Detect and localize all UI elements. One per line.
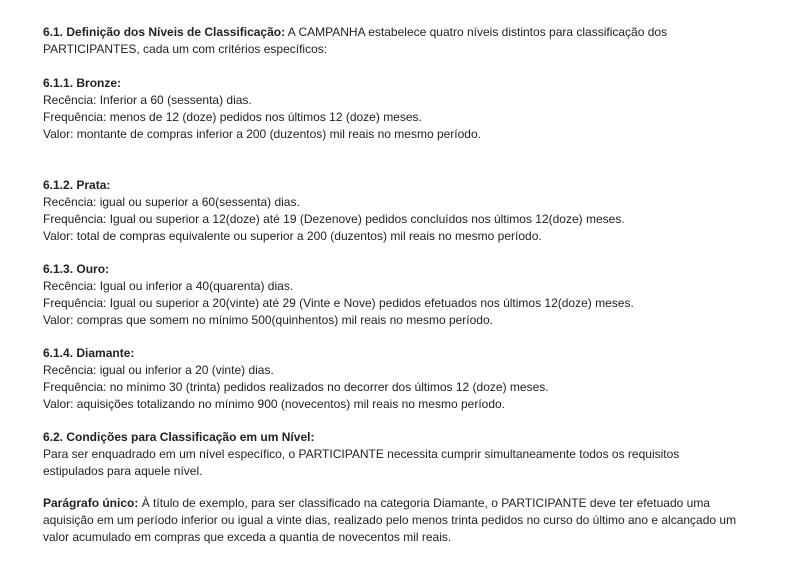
level-heading: 6.1.2. Prata: — [43, 178, 111, 192]
level-frequencia: Frequência: no mínimo 30 (trinta) pedidos realizados no decorrer dos últimos 12 (doze) meses. — [43, 380, 549, 394]
section-6-2 — [43, 429, 743, 480]
level-valor: Valor: aquisições totalizando no mínimo 900 (novecentos) mil reais no mesmo período. — [43, 397, 506, 411]
paragrafo-unico — [43, 495, 743, 546]
level-prata — [43, 177, 743, 245]
level-frequencia: Frequência: Igual ou superior a 20(vinte) até 29 (Vinte e Nove) pedidos efetuados nos últimos 12(doze) meses. — [43, 296, 634, 310]
paragrafo-unico-line-3: valor acumulado em compras que exceda a quantia de novecentos mil reais. — [43, 530, 452, 544]
section-6-1 — [43, 24, 743, 58]
section-6-2-line-2: estipulados para aquele nível. — [43, 464, 203, 478]
section-6-1-text-2: PARTICIPANTES, cada um com critérios específicos: — [43, 42, 328, 56]
level-valor: Valor: total de compras equivalente ou superior a 200 (duzentos) mil reais no mesmo período. — [43, 229, 542, 243]
paragrafo-unico-line-1 — [43, 495, 743, 512]
section-6-1-line-1 — [43, 24, 743, 41]
section-6-1-text-1: A CAMPANHA estabelece quatro níveis distintos para classificação dos — [285, 25, 668, 39]
level-heading: 6.1.4. Diamante: — [43, 346, 135, 360]
section-6-2-line-1: Para ser enquadrado em um nível específico, o PARTICIPANTE necessita cumprir simultaneamente todos os requisitos — [43, 447, 680, 461]
level-valor: Valor: montante de compras inferior a 200 (duzentos) mil reais no mesmo período. — [43, 127, 481, 141]
paragrafo-unico-line-2: aquisição em um período inferior ou igual a vinte dias, realizado pelo menos trinta pedidos no curso do último ano e alcançado um — [43, 513, 737, 527]
level-frequencia: Frequência: menos de 12 (doze) pedidos nos últimos 12 (doze) meses. — [43, 110, 422, 124]
level-frequencia: Frequência: Igual ou superior a 12(doze) até 19 (Dezenove) pedidos concluídos nos últimos 12(doze) meses. — [43, 212, 625, 226]
level-recencia: Recência: igual ou inferior a 20 (vinte) dias. — [43, 363, 274, 377]
section-6-1-title: 6.1. Definição dos Níveis de Classificação: — [43, 25, 286, 39]
level-recencia: Recência: Inferior a 60 (sessenta) dias. — [43, 93, 252, 107]
level-valor: Valor: compras que somem no mínimo 500(quinhentos) mil reais no mesmo período. — [43, 313, 493, 327]
level-ouro — [43, 261, 743, 329]
level-heading: 6.1.3. Ouro: — [43, 262, 110, 276]
level-recencia: Recência: Igual ou inferior a 40(quarenta) dias. — [43, 279, 294, 293]
level-bronze — [43, 75, 743, 143]
level-heading: 6.1.1. Bronze: — [43, 76, 122, 90]
level-diamante — [43, 345, 743, 413]
paragrafo-unico-label: Parágrafo único: — [43, 496, 139, 510]
paragrafo-unico-text-1: À título de exemplo, para ser classificado na categoria Diamante, o PARTICIPANTE deve ter efetuado uma — [138, 496, 710, 510]
level-recencia: Recência: igual ou superior a 60(sessenta) dias. — [43, 195, 300, 209]
section-6-2-heading: 6.2. Condições para Classificação em um Nível: — [43, 430, 315, 444]
